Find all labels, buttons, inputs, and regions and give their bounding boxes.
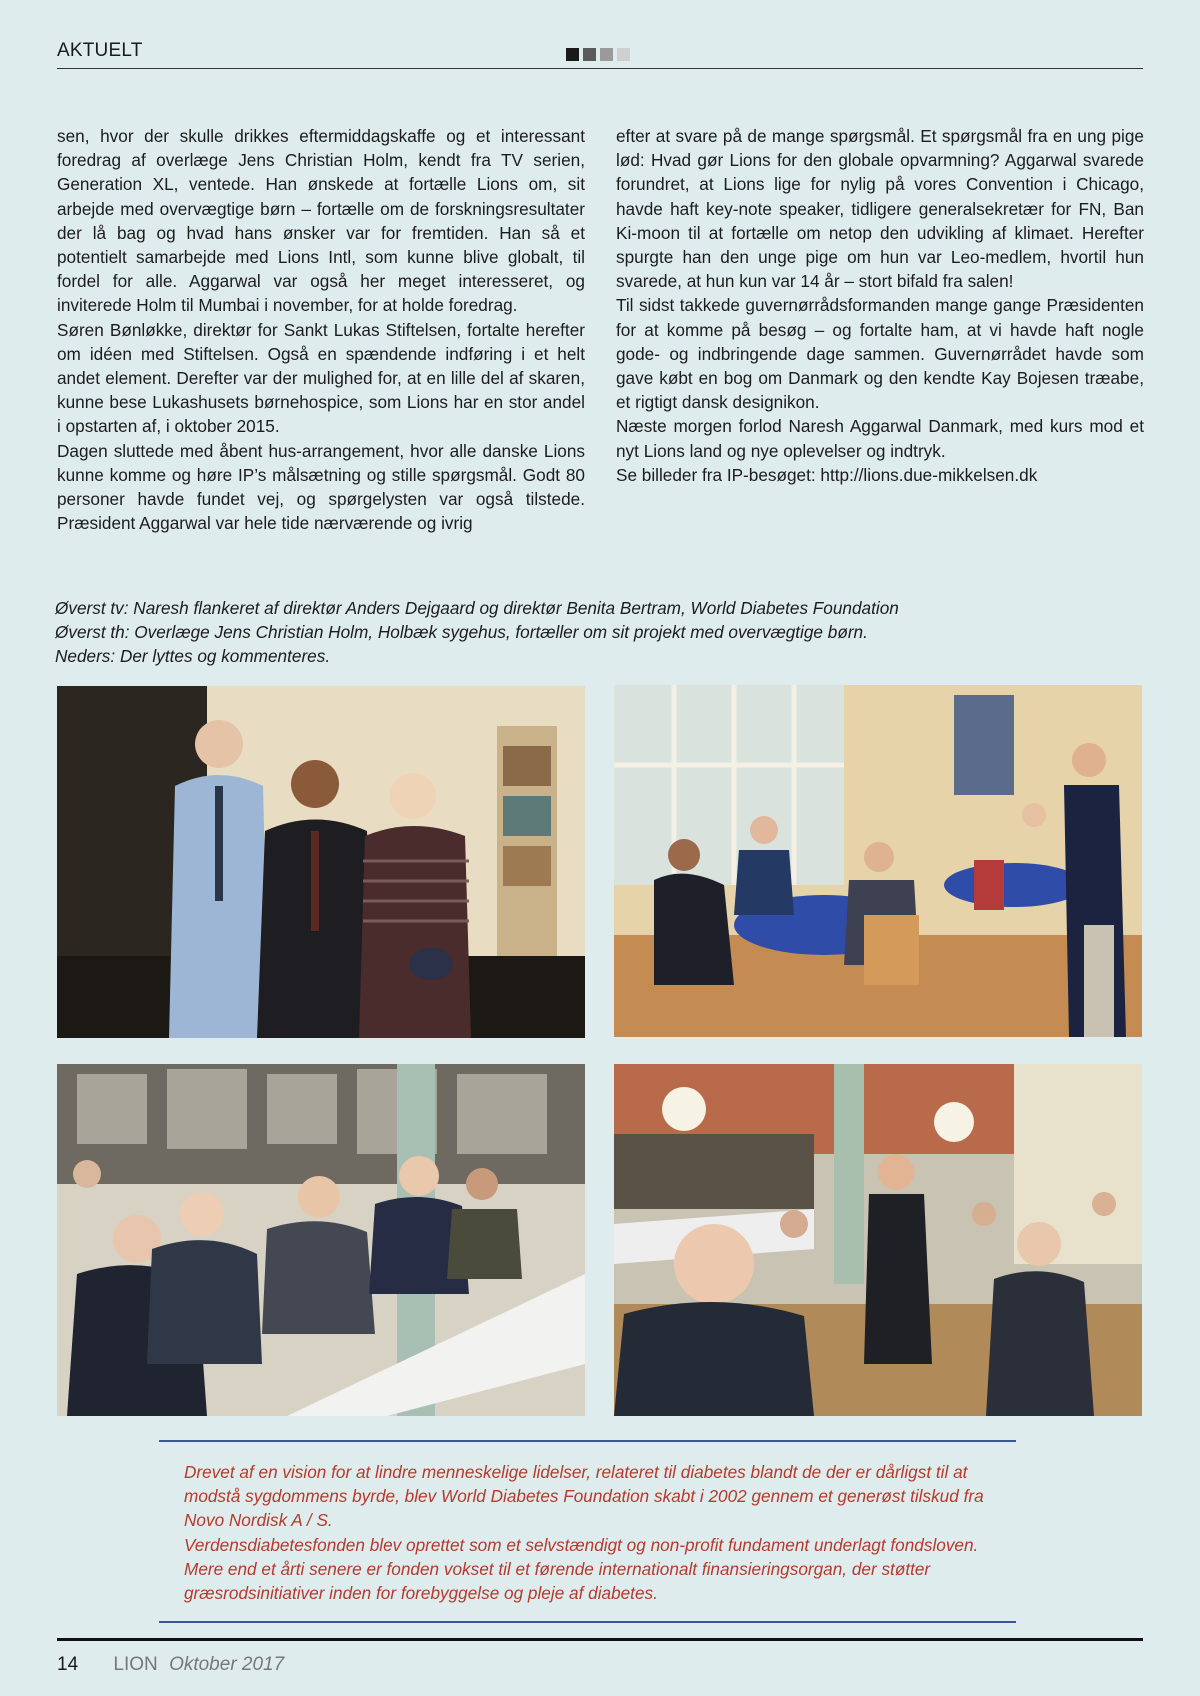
- marker-square: [583, 48, 596, 61]
- caption-line: Øverst th: Overlæge Jens Christian Holm, Holbæk sygehus, fortæller om sit projekt med overvægtige børn.: [55, 622, 868, 643]
- highlight-paragraph: Verdensdiabetesfonden blev oprettet som et selvstændigt og non-profit fundament underlagt fondsloven. Mere end et årti senere er fonden vokset til et førende internationalt finansieringsorgan, der støtter græsrodsinitiativer inden for forebyggelse og pleje af diabetes.: [184, 1534, 979, 1604]
- marker-square: [566, 48, 579, 61]
- page-number: 14: [57, 1654, 79, 1675]
- photo-bottom-left: [57, 1064, 585, 1416]
- caption-line: Neders: Der lyttes og kommenteres.: [55, 646, 331, 667]
- highlight-paragraph: Drevet af en vision for at lindre menneskelige lidelser, relateret til diabetes blandt de der er dårligst til at modstå sygdommens byrde, blev World Diabetes Foundation skabt i 2002 gennem et generøst tilskud fra Novo Nordisk A / S.: [184, 1462, 984, 1531]
- paragraph: Se billeder fra IP-besøget: http://lions.due-mikkelsen.dk: [616, 464, 1038, 485]
- magazine-name: LION: [113, 1654, 158, 1675]
- photo-captions: [55, 596, 1145, 669]
- page-header: [57, 38, 1143, 69]
- paragraph: sen, hvor der skulle drikkes eftermiddagskaffe og et interessant foredrag af overlæge Jens Christian Holm, kendt fra TV serien, Generation XL, ventede. Han ønskede at fortælle Lions om, sit arbejde med overvægtige børn – fortælle om de forskningsresultater der lå bag og hvad hans ønsker var for fremtiden. Han så et potentielt samarbejde med Lions Intl, som kunne blive globalt, til fordel for alle. Aggarwal var også her meget interesseret, og inviterede Holm til Mumbai i november, for at holde foredrag.: [57, 126, 585, 316]
- photo-bottom-right: [614, 1064, 1142, 1416]
- paragraph: Dagen sluttede med åbent hus-arrangement, hvor alle danske Lions kunne komme og høre IP’s målsætning og stille spørgsmål. Godt 80 personer havde fundet vej, og spørgelysten var også tilstede. Præsident Aggarwal var hele tide nærværende og ivrig: [57, 440, 585, 534]
- section-label: AKTUELT: [57, 40, 143, 61]
- page-footer: [57, 1654, 284, 1676]
- footer-rule: [57, 1638, 1143, 1641]
- highlight-box-bottom-rule: [159, 1621, 1016, 1623]
- highlight-box-text: [184, 1460, 994, 1605]
- paragraph: Næste morgen forlod Naresh Aggarwal Danmark, med kurs mod et nyt Lions land og nye oplevelser og indtryk.: [616, 416, 1144, 461]
- article-column-left: [57, 124, 585, 535]
- caption-line: Øverst tv: Naresh flankeret af direktør Anders Dejgaard og direktør Benita Bertram, World Diabetes Foundation: [55, 598, 899, 618]
- photo-top-left: [57, 686, 585, 1038]
- marker-square: [600, 48, 613, 61]
- paragraph: efter at svare på de mange spørgsmål. Et spørgsmål fra en ung pige lød: Hvad gør Lions for den globale opvarmning? Aggarwal svarede forundret, at Lions lige for nylig på vores Convention i Chicago, havde haft key-note speaker, tidligere generalsekretær for FN, Ban Ki-moon til at fortælle om netop den udvikling af klimaet. Herefter spurgte han den unge pige om hun var Leo-medlem, hvortil hun svarede, at hun kun var 14 år – stort bifald fra salen!: [616, 126, 1144, 292]
- section-marker-squares: [566, 48, 630, 61]
- highlight-box-top-rule: [159, 1440, 1016, 1442]
- issue-date: Oktober 2017: [169, 1654, 285, 1675]
- paragraph: Søren Bønløkke, direktør for Sankt Lukas Stiftelsen, fortalte herefter om idéen med Stiftelsen. Også en spændende indføring i et helt andet element. Derefter var der mulighed for, at en lille del af skaren, kunne bese Lukashusets børnehospice, som Lions har en stor andel i opstarten af, i oktober 2015.: [57, 319, 585, 437]
- article-column-right: [616, 124, 1144, 487]
- marker-square: [617, 48, 630, 61]
- photo-top-right: [614, 685, 1142, 1037]
- paragraph: Til sidst takkede guvernørrådsformanden mange gange Præsidenten for at komme på besøg – og fortalte ham, at vi havde haft nogle gode- og indbringende dage sammen. Guvernørrådet havde som gave købt en bog om Danmark og den kendte Kay Bojesen træabe, et rigtigt dansk designikon.: [616, 295, 1144, 413]
